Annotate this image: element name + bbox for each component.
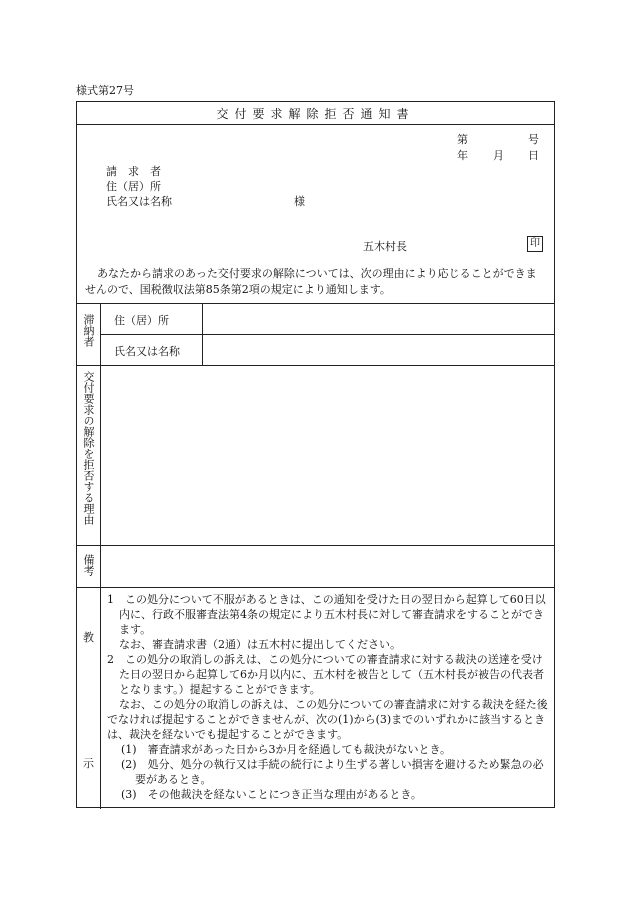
- divider: [77, 587, 554, 588]
- recipient-honorific: 様: [294, 195, 305, 208]
- instruction-sub-item-2: (2) 処分、処分の執行又は手続の続行により生ずる著しい損害を避けるため緊急の必要があるとき。: [121, 758, 544, 786]
- instruction-label-top: 教: [83, 631, 94, 644]
- instruction-item-2: 2 この処分の取消しの訴えは、この処分についての審査請求に対する裁決の送達を受けた日の翌日から起算して6か月以内に、五木村を被告として（五木村長が被告の代表者となります。）提起することができます。: [107, 653, 544, 696]
- remarks-label: 備考: [82, 554, 95, 576]
- document-number-suffix: 号: [528, 133, 539, 146]
- instruction-item-1: 1 この処分について不服があるときは、この通知を受けた日の翌日から起算して60日以内に、行政不服審査法第4条の規定により五木村長に対して審査請求をすることができます。: [107, 593, 546, 636]
- taxpayer-address-label: 住（居）所: [114, 314, 169, 327]
- date-month: 月: [493, 149, 504, 162]
- divider: [77, 365, 554, 366]
- divider: [77, 545, 554, 546]
- divider: [77, 124, 554, 125]
- instruction-sub-item-3: (3) その他裁決を経ないことにつき正当な理由があるとき。: [121, 788, 422, 801]
- form-number: 様式第27号: [76, 84, 134, 97]
- instruction-item-1-note: なお、審査請求書（2通）は五木村に提出してください。: [119, 638, 401, 651]
- document-number-prefix: 第: [457, 133, 468, 146]
- instruction-text: [107, 592, 549, 802]
- taxpayer-label: 滞納者: [82, 314, 95, 347]
- seal-stamp-box: 印: [527, 236, 543, 252]
- recipient-address-label: 住（居）所: [106, 180, 161, 193]
- recipient-label: 請 求 者: [106, 165, 161, 178]
- date-year: 年: [457, 149, 468, 162]
- instruction-label-bottom: 示: [83, 757, 94, 770]
- divider: [77, 303, 554, 304]
- reason-label: 交付要求の解除を拒否する理由: [82, 371, 95, 525]
- instruction-item-2-note: なお、この処分の取消しの訴えは、この処分についての審査請求に対する裁決を経た後でなければ提起することができませんが、次の(1)から(3)までのいずれかに該当するときは、裁決を経ないでも提起することができます。: [107, 698, 548, 741]
- notice-form: [76, 101, 555, 808]
- document-title: 交付要求解除拒否通知書: [216, 107, 415, 121]
- intro-text: あなたから請求のあった交付要求の解除については、次の理由により応じることができませんので、国税徴収法第85条第2項の規定により通知します。: [85, 267, 537, 296]
- date-day: 日: [528, 149, 539, 162]
- taxpayer-name-label: 氏名又は名称: [114, 345, 180, 358]
- issuer-name: 五木村長: [363, 240, 407, 253]
- recipient-name-label: 氏名又は名称: [106, 195, 172, 208]
- divider: [100, 334, 554, 335]
- instruction-sub-item-1: (1) 審査請求があった日から3か月を経過しても裁決がないとき。: [121, 743, 452, 756]
- label-column-divider: [100, 303, 101, 809]
